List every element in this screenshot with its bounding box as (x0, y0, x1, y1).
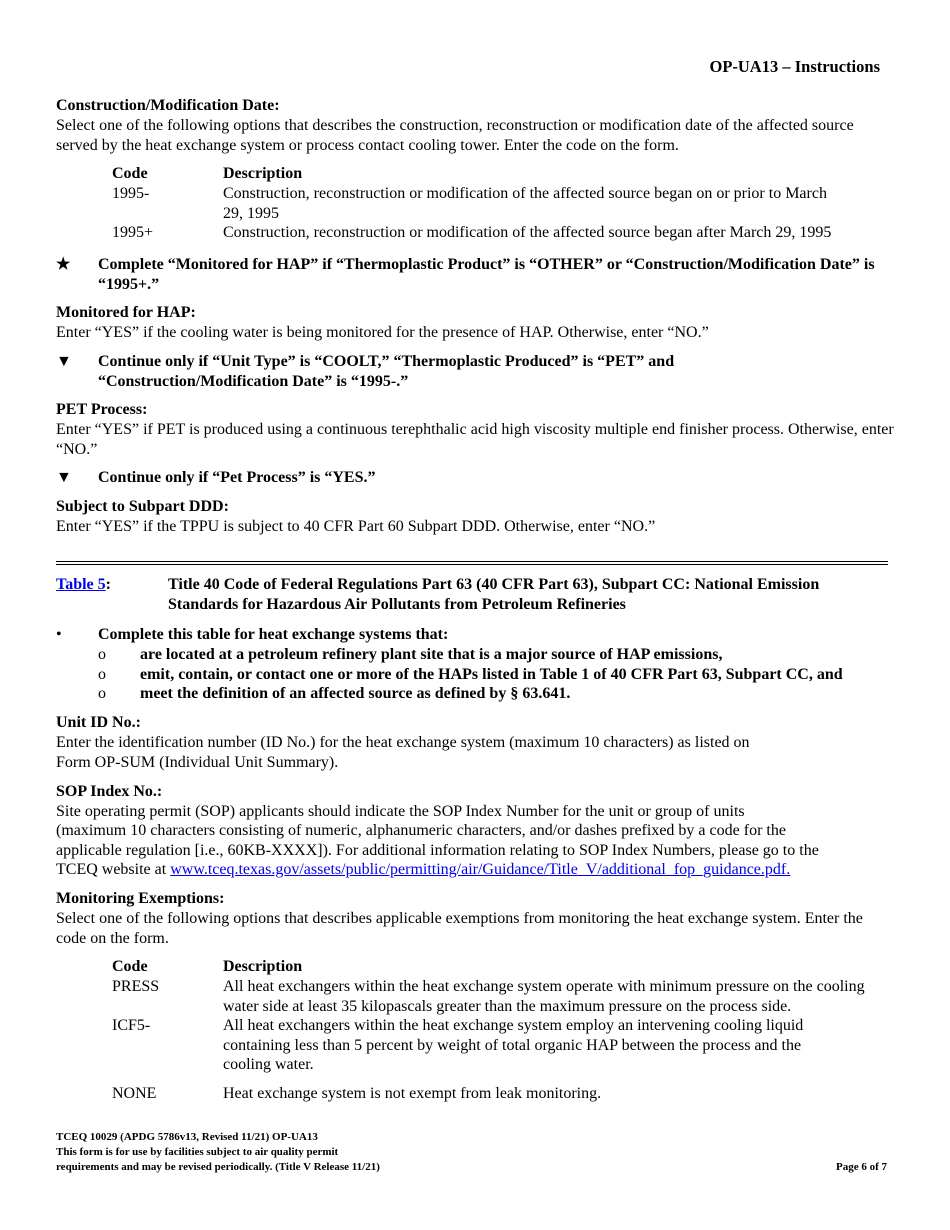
monitored-heading: Monitored for HAP: (56, 304, 196, 321)
sub-bullet-icon: o (98, 646, 106, 663)
description-cell: Construction, reconstruction or modification of the affected source began on or prior to March 29, 1995 (223, 185, 827, 222)
code-cell: 1995+ (112, 224, 154, 241)
table-5-colon: : (105, 576, 111, 593)
monitored-text: Enter “YES” if the cooling water is being monitored for the presence of HAP. Otherwise, enter “NO.” (56, 324, 709, 341)
pet-heading: PET Process: (56, 401, 148, 418)
description-cell: All heat exchangers within the heat exchange system employ an intervening cooling liquid containing less than 5 percent by weight of total organic HAP between the process and the cooling water. (223, 1017, 804, 1073)
sub-bullet-text: emit, contain, or contact one or more of the HAPs listed in Table 1 of 40 CFR Part 63, Subpart CC, and (140, 666, 843, 683)
description-cell: All heat exchangers within the heat exchange system operate with minimum pressure on the cooling water side at least 35 kilopascals greater than the maximum pressure on the process side. (223, 978, 865, 1015)
unit-id-heading: Unit ID No.: (56, 714, 141, 731)
bullet-icon: • (56, 626, 62, 643)
description-header: Description (223, 165, 303, 182)
construction-intro: Select one of the following options that describes the construction, reconstruction or modification date of the affected source served by the heat exchange system or process contact cooling tower. Enter the code on the form. (56, 117, 854, 154)
instruction-note: Continue only if “Pet Process” is “YES.” (98, 469, 376, 486)
sub-bullet-text: are located at a petroleum refinery plant site that is a major source of HAP emissions, (140, 646, 723, 663)
code-cell: PRESS (112, 978, 160, 995)
description-cell: Construction, reconstruction or modification of the affected source began after March 29, 1995 (223, 224, 832, 241)
footer-usage-note: This form is for use by facilities subject to air quality permit (56, 1146, 339, 1158)
triangle-down-icon: ▼ (56, 353, 72, 370)
unit-id-line: Form OP-SUM (Individual Unit Summary). (56, 754, 339, 771)
triangle-down-icon: ▼ (56, 469, 72, 486)
bullet-text: Complete this table for heat exchange systems that: (98, 626, 449, 643)
monitoring-heading: Monitoring Exemptions: (56, 890, 225, 907)
instruction-note: Continue only if “Unit Type” is “COOLT,” “Thermoplastic Produced” is “PET” and “Construction/Modification Date” is “1995-.” (98, 353, 675, 390)
sop-heading: SOP Index No.: (56, 783, 163, 800)
subpart-heading: Subject to Subpart DDD: (56, 498, 229, 515)
sub-bullet-icon: o (98, 685, 106, 702)
footer-release-note: requirements and may be revised periodically. (Title V Release 11/21) (56, 1161, 380, 1173)
subpart-text: Enter “YES” if the TPPU is subject to 40 CFR Part 60 Subpart DDD. Otherwise, enter “NO.” (56, 518, 656, 535)
sop-line: (maximum 10 characters consisting of numeric, alphanumeric characters, and/or dashes prefixed by a code for the (56, 822, 786, 839)
code-cell: 1995- (112, 185, 150, 202)
sop-line-prefix: TCEQ website at (56, 861, 171, 878)
tceq-guidance-link[interactable]: www.tceq.texas.gov/assets/public/permitting/air/Guidance/Title_V/additional_fop_guidance.pdf. (170, 861, 791, 878)
description-cell: Heat exchange system is not exempt from leak monitoring. (223, 1085, 602, 1102)
table-5-title-line1: Title 40 Code of Federal Regulations Part 63 (40 CFR Part 63), Subpart CC: National Emission (168, 576, 820, 593)
pet-text: Enter “YES” if PET is produced using a continuous terephthalic acid high viscosity multiple end finisher process. Otherwise, enter “NO.” (56, 421, 894, 458)
table-5-label (56, 575, 111, 595)
sub-bullet-text: meet the definition of an affected source as defined by § 63.641. (140, 685, 571, 702)
footer-form-id: TCEQ 10029 (APDG 5786v13, Revised 11/21) OP-UA13 (56, 1131, 318, 1143)
sop-line: applicable regulation [i.e., 60KB-XXXX]). For additional information relating to SOP Index Numbers, please go to the (56, 842, 819, 859)
instruction-note: Complete “Monitored for HAP” if “Thermoplastic Product” is “OTHER” or “Construction/Modification Date” is “1995+.” (98, 256, 875, 293)
construction-heading: Construction/Modification Date: (56, 97, 280, 114)
code-cell: ICF5- (112, 1017, 151, 1034)
page-header-title: OP-UA13 – Instructions (709, 57, 880, 76)
description-header: Description (223, 958, 303, 975)
divider (56, 561, 888, 562)
monitoring-intro: Select one of the following options that describes applicable exemptions from monitoring the heat exchange system. Enter the code on the form. (56, 910, 863, 947)
code-cell: NONE (112, 1085, 157, 1102)
star-icon: ★ (56, 256, 71, 273)
page-number: Page 6 of 7 (835, 1161, 887, 1173)
divider (56, 564, 888, 565)
sop-line: Site operating permit (SOP) applicants should indicate the SOP Index Number for the unit or group of units (56, 803, 745, 820)
code-header: Code (112, 958, 148, 975)
sub-bullet-icon: o (98, 666, 106, 683)
sop-line (56, 860, 896, 880)
unit-id-line: Enter the identification number (ID No.) for the heat exchange system (maximum 10 characters) as listed on (56, 734, 750, 751)
table-5-title-line2: Standards for Hazardous Air Pollutants from Petroleum Refineries (168, 596, 626, 613)
code-header: Code (112, 165, 148, 182)
table-5-link[interactable]: Table 5 (56, 576, 106, 593)
